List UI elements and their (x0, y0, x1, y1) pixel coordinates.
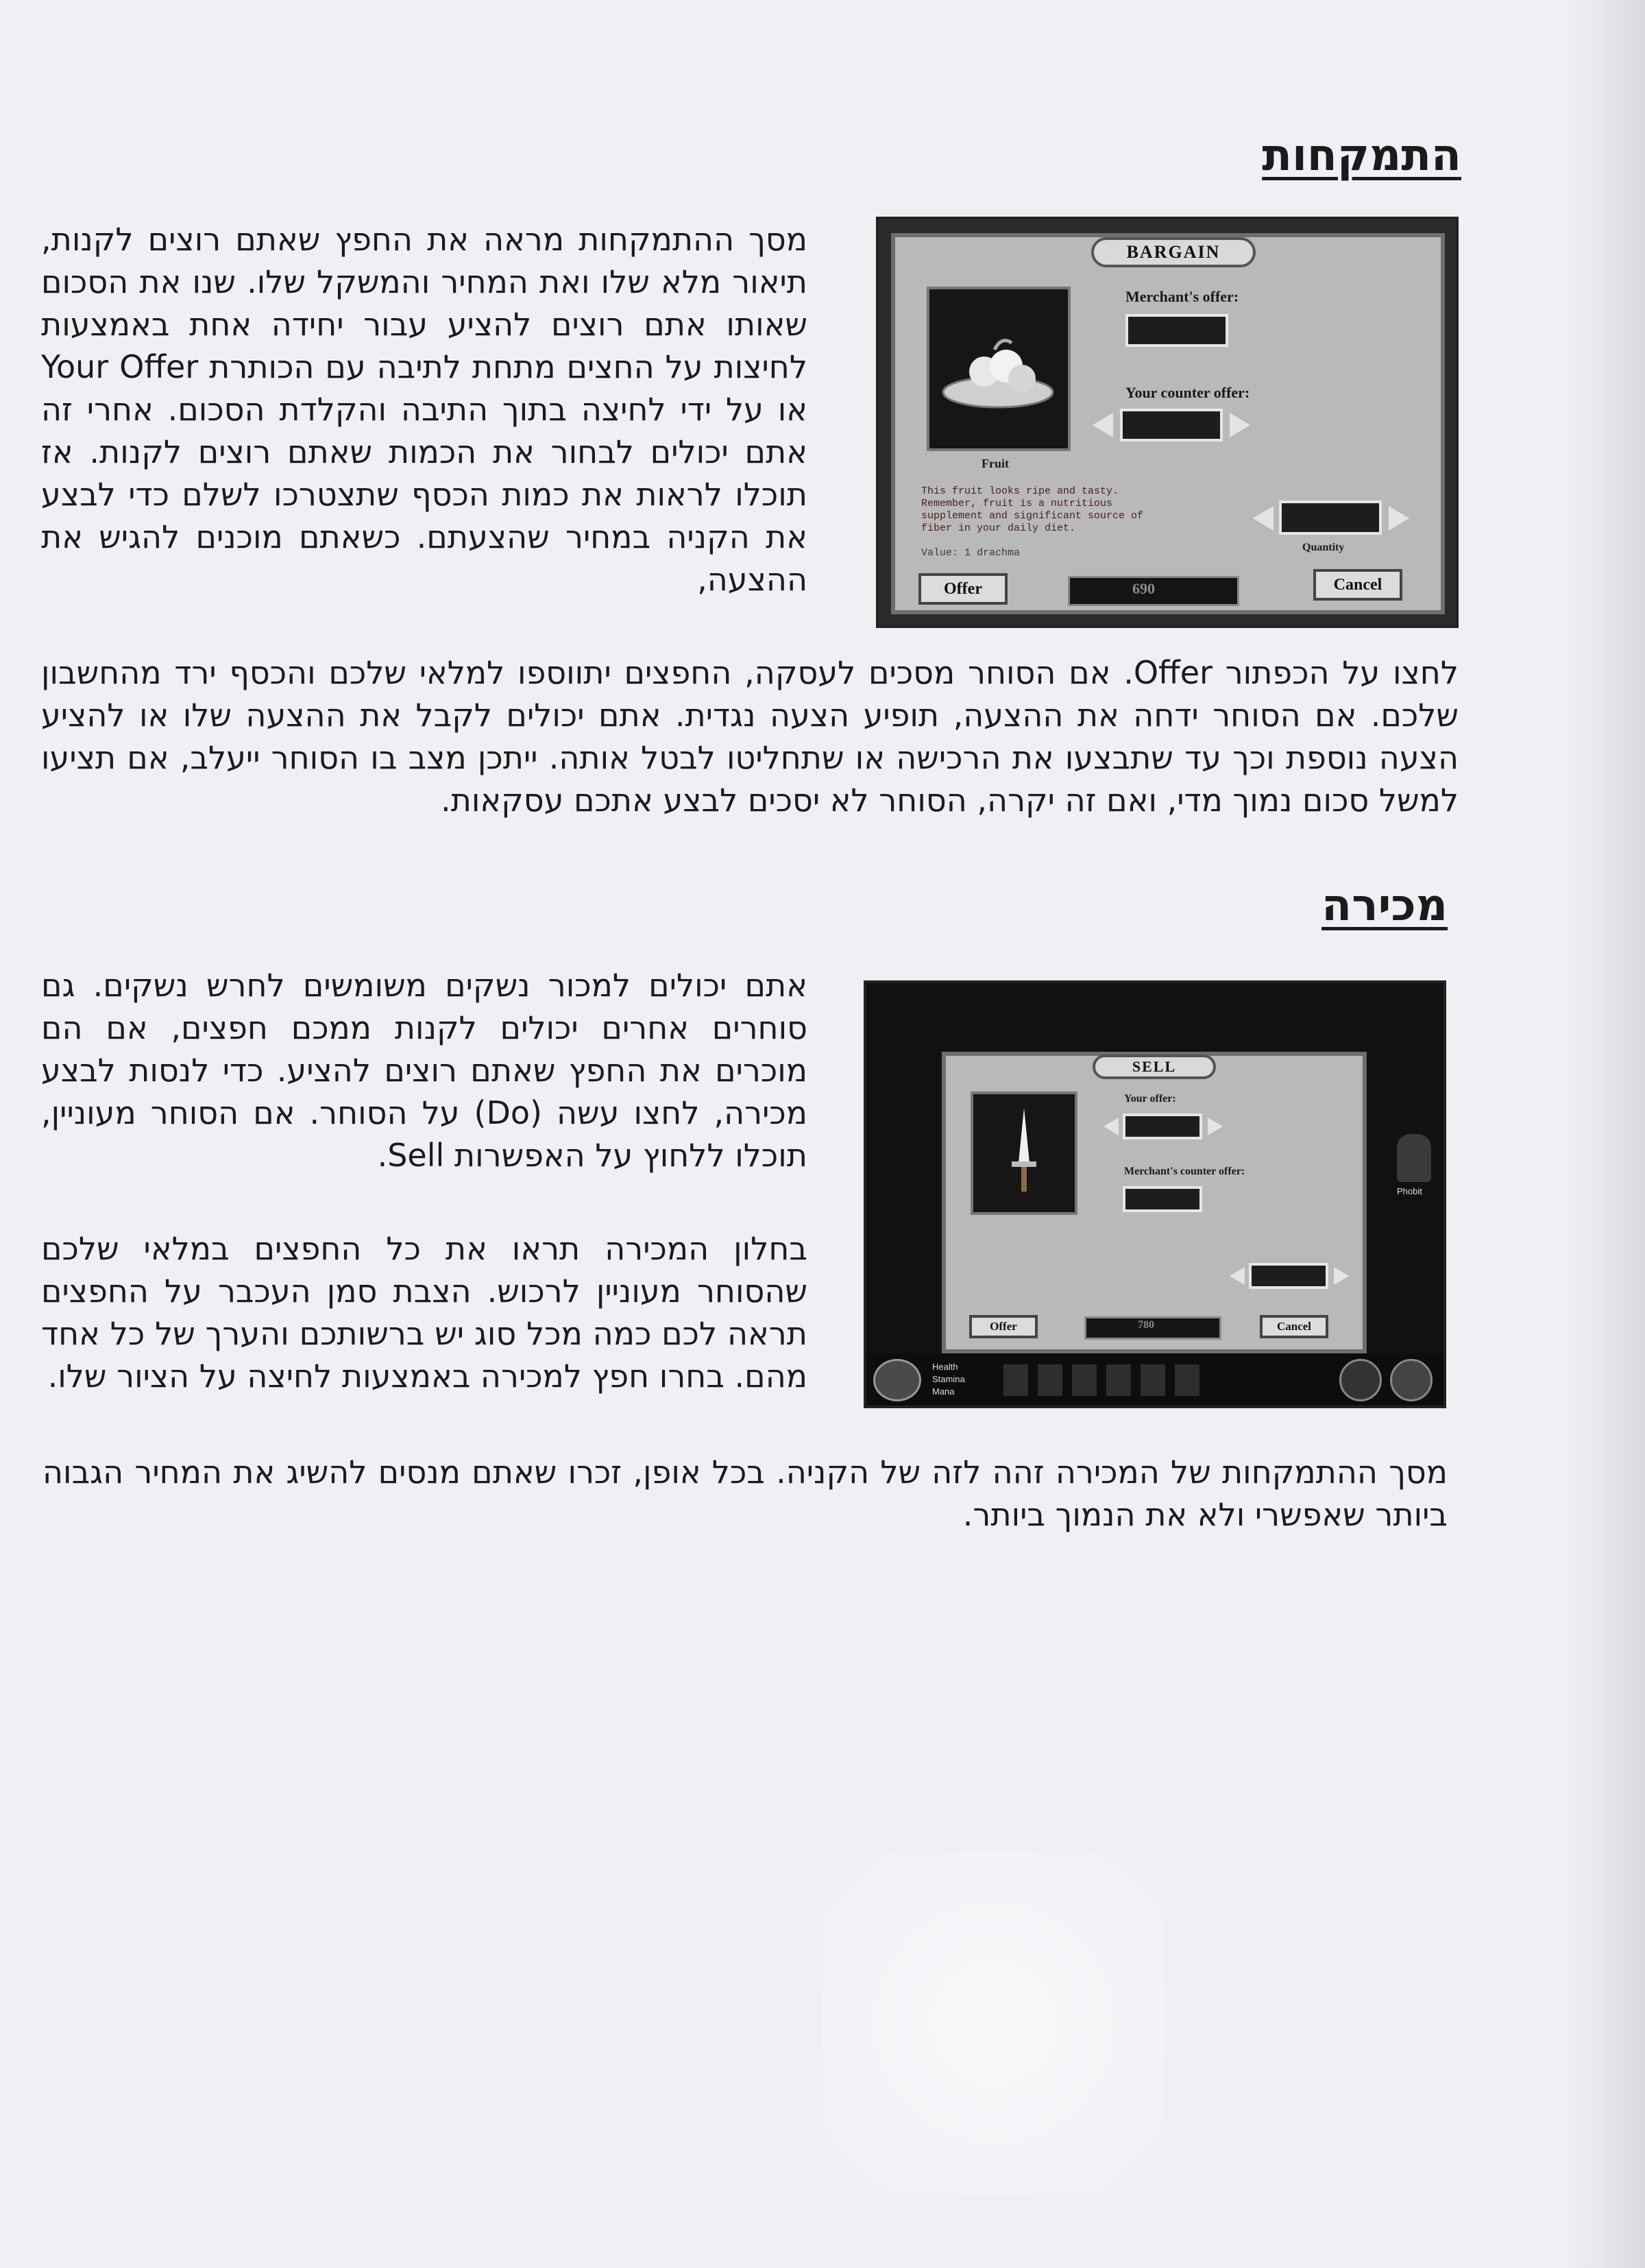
quantity-field[interactable] (1279, 500, 1382, 535)
item-name: Fruit (982, 457, 1009, 470)
hud-mana-label: Mana (932, 1386, 955, 1397)
sell-cancel-button[interactable]: Cancel (1260, 1315, 1328, 1338)
total-value: 690 (1132, 580, 1155, 597)
item-description: This fruit looks ripe and tasty. Remember, fruit is a nutritious supplement and significant source of fiber in your daily diet. (921, 485, 1144, 534)
counter-offer-field[interactable] (1120, 409, 1223, 442)
bargain-paragraph-side: מסך ההתמקחות מראה את החפץ שאתם רוצים לקנות, תיאור מלא שלו ואת המחיר והמשקל שלו. שנו את הסכום שאותו אתם רוצים להציע עבור יחידה אחת באמצעות לחיצות על החצים מתחת לתיבה עם הכותרת Your Offer או על ידי לחיצה בתוך התיבה והקלדת הסכום. אחרי זה אתם יכולים לבחור את הכמות שאתם רוצים לקנות. אז תוכלו לראות את כמות הכסף שתצטרכו לשלם כדי לבצע את הקניה במחיר שהצעתם. כשאתם מוכנים להגיש את ההצעה, (41, 221, 807, 598)
sell-total-value: 780 (1138, 1319, 1154, 1331)
sell-title: SELL (1093, 1054, 1216, 1079)
hud-compass-icon[interactable] (1339, 1359, 1382, 1401)
fruit-item-image (927, 287, 1071, 451)
counter-offer-right-arrow[interactable] (1230, 413, 1250, 437)
sell-quantity-right-arrow[interactable] (1334, 1267, 1349, 1285)
merchant-portrait[interactable] (1397, 1134, 1431, 1182)
cancel-button[interactable]: Cancel (1313, 569, 1402, 601)
sell-paragraph-2: בחלון המכירה תראו את כל החפצים במלאי שלכם שהסוחר מעוניין לרכוש. הצבת סמן העכבר על החפצים תראה לכם כמה מכל סוג יש ברשותכם והערך של כל אחד מהם. בחרו חפץ למכירה באמצעות לחיצה על הציור שלו. (41, 1230, 807, 1395)
bargain-screenshot (876, 217, 1459, 628)
quantity-label: Quantity (1302, 542, 1345, 553)
your-offer-field[interactable] (1123, 1113, 1202, 1139)
merchants-offer-label: Merchant's offer: (1125, 288, 1239, 305)
merchants-counter-field (1123, 1186, 1202, 1212)
merchant-name: Phobit (1397, 1186, 1422, 1196)
counter-offer-left-arrow[interactable] (1093, 413, 1113, 437)
quantity-right-arrow[interactable] (1389, 506, 1409, 531)
section-heading-sell: מכירה (1321, 880, 1448, 931)
your-offer-label: Your offer: (1124, 1093, 1176, 1105)
bargain-paragraph-full: לחצו על הכפתור Offer. אם הסוחר מסכים לעסקה, החפצים יתווספו למלאי שלכם והכסף ירד מהחשבון שלכם. אם הסוחר ידחה את ההצעה, תופיע הצעה נגדית. אתם יכולים לקבל את ההצעה שלו או להציע הצעה נוספת וכך עד שתבצעו את הרכישה או שתחליטו לבטל אותה. ייתכן מצב בו הסוחר ייעלב, אם תציעו למשל סכום נמוך מדי, ואם זה יקרה, הסוחר לא יסכים לבצע אתכם עסקאות. (41, 654, 1459, 819)
section-heading-bargain: התמקחות (1262, 130, 1461, 181)
player-portrait[interactable] (873, 1359, 921, 1401)
dagger-item-image (971, 1091, 1077, 1215)
sell-paragraph-full: מסך ההתמקחות של המכירה זהה לזה של הקניה. בכל אופן, זכרו שאתם מנסים להשיג את המחיר הגבוה ביותר שאפשרי ולא את הנמוך ביותר. (42, 1453, 1448, 1533)
counter-offer-label: Your counter offer: (1125, 384, 1250, 401)
merchants-offer-field (1125, 314, 1228, 347)
offer-button[interactable]: Offer (918, 573, 1008, 605)
sell-quantity-field[interactable] (1249, 1263, 1328, 1289)
sell-offer-button[interactable]: Offer (969, 1315, 1038, 1338)
page-glare (822, 1851, 1165, 2194)
your-offer-right-arrow[interactable] (1208, 1118, 1223, 1135)
hud-health-label: Health (932, 1362, 958, 1372)
fruit-icon (929, 289, 1068, 448)
sell-quantity-left-arrow[interactable] (1230, 1267, 1245, 1285)
hud-inventory-slots[interactable] (1003, 1364, 1209, 1396)
hud-map-icon[interactable] (1390, 1359, 1433, 1401)
dagger-icon (973, 1094, 1075, 1212)
hud-stamina-label: Stamina (932, 1374, 965, 1384)
bargain-title: BARGAIN (1091, 237, 1256, 267)
item-value: Value: 1 drachma (921, 547, 1021, 559)
quantity-left-arrow[interactable] (1253, 506, 1274, 531)
sell-paragraph-1: אתם יכולים למכור נשקים משומשים לחרש נשקים. גם סוחרים אחרים יכולים לקנות ממכם חפצים, אם הם מוכרים את החפץ שאתם רוצים להציע. כדי לנסות לבצע מכירה, לחצו עשה (Do) על הסוחר. אם הסוחר מעוניין, תוכלו ללחוץ על האפשרות Sell. (41, 967, 807, 1174)
sell-screenshot (864, 980, 1446, 1408)
your-offer-left-arrow[interactable] (1104, 1118, 1119, 1135)
merchants-counter-label: Merchant's counter offer: (1124, 1166, 1245, 1177)
page-shadow-edge (1570, 0, 1645, 2268)
